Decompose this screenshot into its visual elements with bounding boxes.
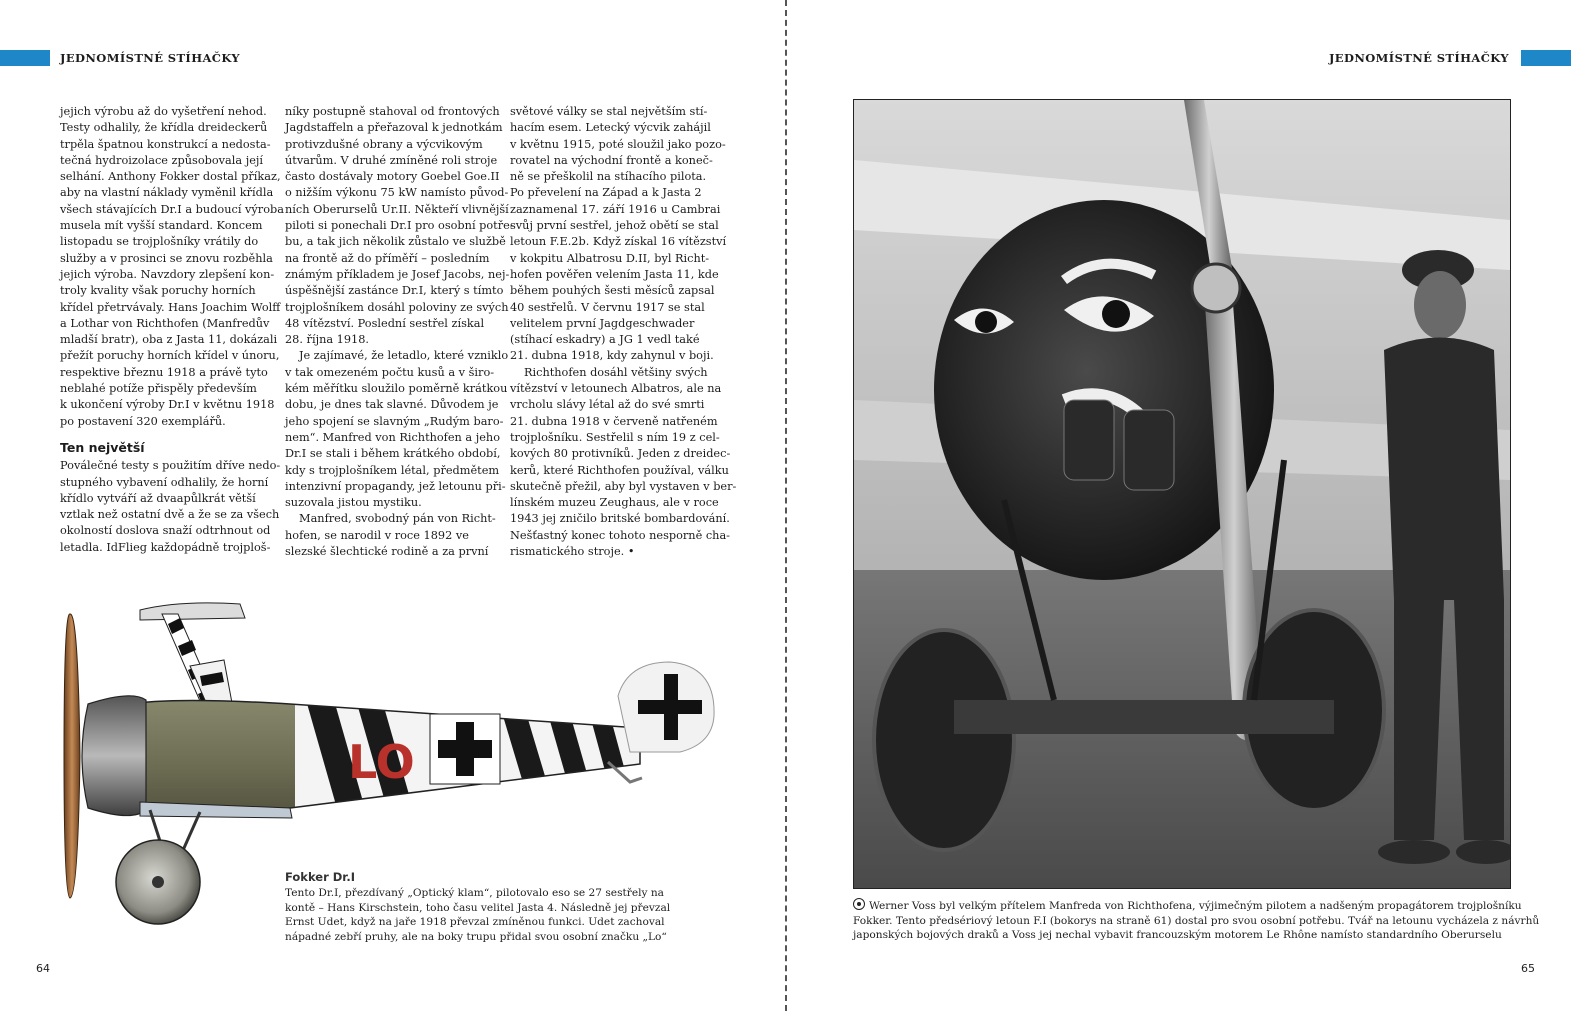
text-line: ně se přeškolil na stíhacího pilota.: [510, 170, 707, 184]
text-line: vztlak než ostatní dvě a že se za všech: [60, 508, 280, 522]
text-line: jeho spojení se slavným „Rudým baro-: [285, 414, 504, 428]
text-line: po postavení 320 exemplářů.: [60, 414, 226, 428]
text-line: v kokpitu Albatrosu D.II, byl Richt-: [510, 251, 710, 265]
text-line: na frontě až do příměří – posledním: [285, 251, 490, 265]
text-line: během pouhých šesti měsíců zapsal: [510, 284, 715, 298]
page-number: 65: [1521, 962, 1535, 975]
text-line: kontě – Hans Kirschstein, toho času velitel Jasta 4. Následně jej převzal: [285, 901, 671, 914]
text-line: trojplošníkem dosáhl poloviny ze svých: [285, 300, 509, 314]
text-line: listopadu se trojplošníky vrátily do: [60, 235, 259, 249]
werner-voss-photograph: [853, 99, 1511, 889]
text-line: okolností doslova snaží odtrhnout od: [60, 524, 271, 538]
caption-line: japonských bojových draků a Voss jej nechal vybavit francouzským motorem Le Rhône namísto standardního Oberurselu: [853, 929, 1502, 941]
running-header: JEDNOMÍSTNÉ STÍHAČKY: [1328, 51, 1509, 65]
text-line: mladší bratr), oba z Jasta 11, dokázali: [60, 333, 278, 347]
text-line: všech stávajících Dr.I a budoucí výroba: [60, 202, 284, 216]
text-line: jejich výroba. Navzdory zlepšení kon-: [60, 267, 275, 281]
paragraph: [510, 365, 737, 561]
text-column-3: [510, 104, 737, 560]
text-line: o nižším výkonu 75 kW namísto původ-: [285, 186, 509, 200]
text-line: známým příkladem je Josef Jacobs, nej-: [285, 267, 510, 281]
text-line: kových 80 protivníků. Jeden z dreidec-: [510, 447, 731, 461]
paragraph: [285, 511, 500, 560]
text-line: nápadné zebří pruhy, ale na boky trupu přidal svou osobní značku „Lo“: [285, 930, 667, 943]
text-line: zaznamenal 17. září 1916 u Cambrai: [510, 202, 721, 216]
text-line: skutečně přežil, aby byl vystaven v ber-: [510, 479, 737, 493]
text-line: bu, a tak jich několik zůstalo ve službě: [285, 235, 506, 249]
text-line: trpěla špatnou konstrukcí a nedosta-: [60, 137, 271, 151]
text-line: 21. dubna 1918 v červeně natřeném: [510, 414, 718, 428]
text-line: dobu, je dnes tak slavné. Důvodem je: [285, 398, 499, 412]
caption-line: Fokker. Tento předsériový letoun F.I (bokorys na straně 61) dostal pro svou osobní potřebu. Tvář na letounu vycházela z návrhů: [853, 914, 1540, 927]
camera-icon: [853, 898, 865, 910]
text-line: křídel přetrvávaly. Hans Joachim Wolff: [60, 300, 281, 314]
profile-caption: [285, 886, 671, 944]
text-line: 28. října 1918.: [285, 333, 370, 347]
text-column-1: [60, 104, 284, 556]
text-line: neblahé potíže přispěly především: [60, 382, 257, 396]
text-line: k ukončení výroby Dr.I v květnu 1918: [60, 398, 275, 412]
subheading: Ten největší: [60, 439, 145, 455]
text-line: respektive březnu 1918 a právě tyto: [60, 365, 268, 379]
text-line: rovatel na východní frontě a koneč-: [510, 153, 713, 167]
paragraph: [285, 348, 509, 511]
fuselage-marking: LO: [348, 735, 415, 789]
text-line: úspěšnější zastánce Dr.I, který s tímto: [285, 284, 504, 298]
text-line: velitelem první Jagdgeschwader: [510, 316, 695, 330]
text-line: jejich výrobu až do vyšetření nehod.: [60, 105, 267, 118]
paragraph: [60, 104, 284, 430]
text-line: často dostávaly motory Goebel Goe.II: [285, 170, 500, 184]
profile-caption-title: Fokker Dr.I: [285, 870, 355, 884]
text-line: protivzdušné obrany a výcvikovým: [285, 137, 483, 151]
text-column-2: [285, 104, 514, 560]
text-line: vrcholu slávy létal až do své smrti: [510, 398, 705, 412]
text-line: línském muzeu Zeughaus, ale v roce: [510, 496, 719, 510]
text-line: suzovala jistou mystiku.: [285, 496, 422, 510]
text-line: (stíhací eskadry) a JG 1 vedl také: [510, 333, 700, 347]
text-line: Po převelení na Západ a k Jasta 2: [510, 186, 702, 200]
iron-cross-rudder-icon: [618, 662, 714, 752]
paragraph: [285, 104, 514, 348]
text-line: rismatického stroje. •: [510, 545, 635, 559]
text-line: křídlo vytváří až dvaapůlkrát větší: [60, 491, 256, 505]
text-line: Ernst Udet, když na jaře 1918 převzal zmíněnou funkci. Udet zachoval: [285, 916, 665, 928]
text-line: svůj první sestřel, jehož obětí se stal: [510, 219, 719, 233]
caption-line: Werner Voss byl velkým přítelem Manfreda von Richthofena, výjimečným pilotem a nadšeným propagátorem trojplošníku: [869, 900, 1522, 912]
page-number: 64: [36, 962, 50, 975]
text-line: a Lothar von Richthofen (Manfredův: [60, 316, 270, 330]
text-line: Dr.I se stali i během krátkého období,: [285, 447, 501, 461]
left-page: [0, 0, 785, 1011]
iron-cross-fuselage-icon: [430, 714, 500, 784]
text-line: hofen pověřen velením Jasta 11, kde: [510, 267, 719, 281]
text-line: 1943 jej zničilo britské bombardování.: [510, 512, 730, 526]
text-line: slezské šlechtické rodině a za první: [285, 545, 489, 559]
text-line: letoun F.E.2b. Když získal 16 vítězství: [510, 235, 727, 249]
text-line: útvarům. V druhé zmíněné roli stroje: [285, 153, 498, 167]
text-line: Nešťastný konec tohoto nesporně cha-: [510, 528, 731, 542]
text-line: piloti si ponechali Dr.I pro osobní potře-: [285, 219, 514, 233]
text-line: nem“. Manfred von Richthofen a jeho: [285, 430, 501, 444]
text-line: níky postupně stahoval od frontových: [285, 105, 500, 118]
text-line: Richthofen dosáhl většiny svých: [524, 365, 708, 379]
text-line: trojplošníku. Sestřelil s ním 19 z cel-: [510, 430, 720, 444]
text-line: selhání. Anthony Fokker dostal příkaz,: [60, 170, 281, 184]
text-line: světové války se stal největším stí-: [510, 105, 708, 118]
text-line: 48 vítězství. Poslední sestřel získal: [285, 316, 485, 330]
right-page: [787, 0, 1571, 1011]
section-tab: [1521, 50, 1571, 66]
text-line: kém měřítku sloužilo poměrně krátkou: [285, 382, 508, 396]
text-line: kerů, které Richthofen používal, válku: [510, 463, 729, 477]
text-line: stupného vybavení odhalily, že horní: [60, 475, 269, 489]
text-line: vítězství v letounech Albatros, ale na: [510, 382, 722, 396]
text-line: 40 sestřelů. V červnu 1917 se stal: [510, 300, 705, 314]
photo-caption: [853, 898, 1543, 943]
text-line: Je zajímavé, že letadlo, které vzniklo: [299, 349, 509, 363]
text-line: přežít poruchy horních křídel v únoru,: [60, 349, 280, 363]
running-header: JEDNOMÍSTNÉ STÍHAČKY: [60, 51, 241, 65]
text-line: hacím esem. Letecký výcvik zahájil: [510, 121, 711, 135]
text-line: Testy odhalily, že křídla dreideckerů: [60, 121, 268, 135]
text-line: Tento Dr.I, přezdívaný „Optický klam“, pilotovalo eso se 27 sestřely na: [285, 887, 664, 899]
section-tab: [0, 50, 50, 66]
text-line: musela mít vyšší standard. Koncem: [60, 219, 263, 233]
text-line: Poválečné testy s použitím dříve nedo-: [60, 459, 281, 473]
paragraph: [510, 104, 725, 365]
text-line: letadla. IdFlieg každopádně trojploš-: [60, 540, 271, 554]
text-line: intenzivní propagandy, jež letounu při-: [285, 479, 506, 493]
text-line: troly kvality však poruchy horních: [60, 284, 256, 298]
text-line: 21. dubna 1918, kdy zahynul v boji.: [510, 349, 714, 363]
text-line: v květnu 1915, poté sloužil jako pozo-: [510, 137, 726, 151]
text-line: aby na vlastní náklady vyměnil křídla: [60, 186, 274, 200]
text-line: hofen, se narodil v roce 1892 ve: [285, 528, 469, 542]
text-line: tečná hydroizolace způsobovala její: [60, 153, 264, 167]
text-line: v tak omezeném počtu kusů a v širo-: [285, 365, 495, 379]
text-line: ních Oberurselů Ur.II. Někteří vlivnější: [285, 202, 509, 216]
paragraph: [60, 458, 281, 556]
text-line: kdy s trojplošníkem létal, předmětem: [285, 463, 500, 477]
text-line: Jagdstaffeln a přeřazoval k jednotkám: [285, 121, 503, 135]
text-line: Manfred, svobodný pán von Richt-: [299, 512, 496, 526]
text-line: služby a v prosinci se znovu rozběhla: [60, 251, 273, 265]
